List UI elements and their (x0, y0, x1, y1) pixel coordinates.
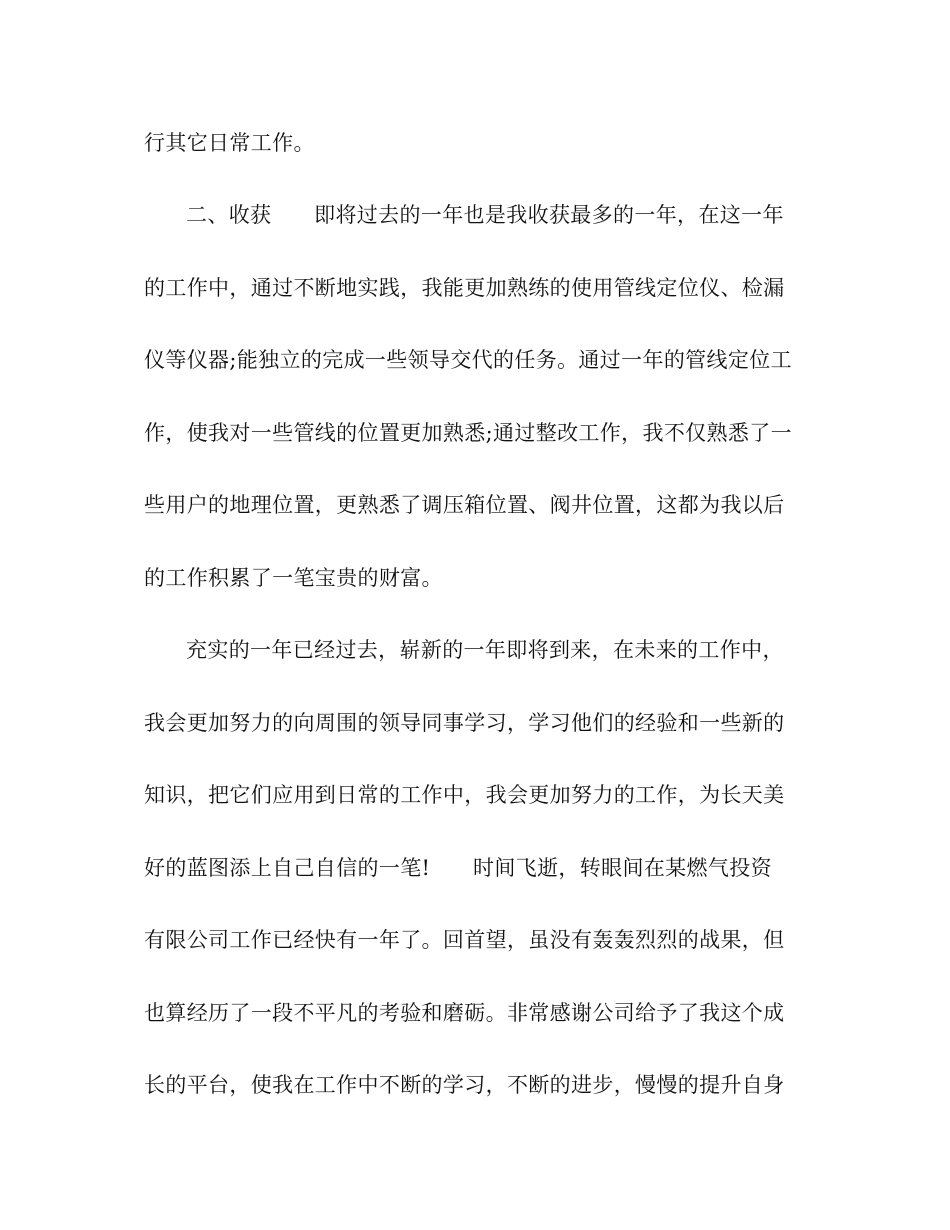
text-line: 仪等仪器;能独立的完成一些领导交代的任务。通过一年的管线定位工 (144, 348, 792, 372)
text-line: 充实的一年已经过去，崭新的一年即将到来，在未来的工作中， (186, 638, 784, 662)
text-line: 好的蓝图添上自己自信的一笔! 时间飞逝，转眼间在某燃气投资 (144, 856, 772, 880)
text-line: 行其它日常工作。 (144, 131, 315, 155)
text-line: 的工作中，通过不断地实践，我能更加熟练的使用管线定位仪、检漏 (144, 276, 785, 300)
text-line: 有限公司工作已经快有一年了。回首望，虽没有轰轰烈烈的战果，但 (144, 928, 785, 952)
text-line: 知识，把它们应用到日常的工作中，我会更加努力的工作，为长天美 (144, 783, 785, 807)
text-line: 我会更加努力的向周围的领导同事学习，学习他们的经验和一些新的 (144, 711, 785, 735)
text-line: 作，使我对一些管线的位置更加熟悉;通过整改工作，我不仅熟悉了一 (144, 421, 792, 445)
text-line: 二、收获 即将过去的一年也是我收获最多的一年，在这一年 (186, 203, 784, 227)
text-line: 些用户的地理位置，更熟悉了调压箱位置、阀井位置，这都为我以后 (144, 493, 785, 517)
text-line: 也算经历了一段不平凡的考验和磨砺。非常感谢公司给予了我这个成 (144, 1001, 785, 1025)
text-line: 长的平台，使我在工作中不断的学习，不断的进步，慢慢的提升自身 (144, 1073, 785, 1097)
text-line: 的工作积累了一笔宝贵的财富。 (144, 566, 443, 590)
